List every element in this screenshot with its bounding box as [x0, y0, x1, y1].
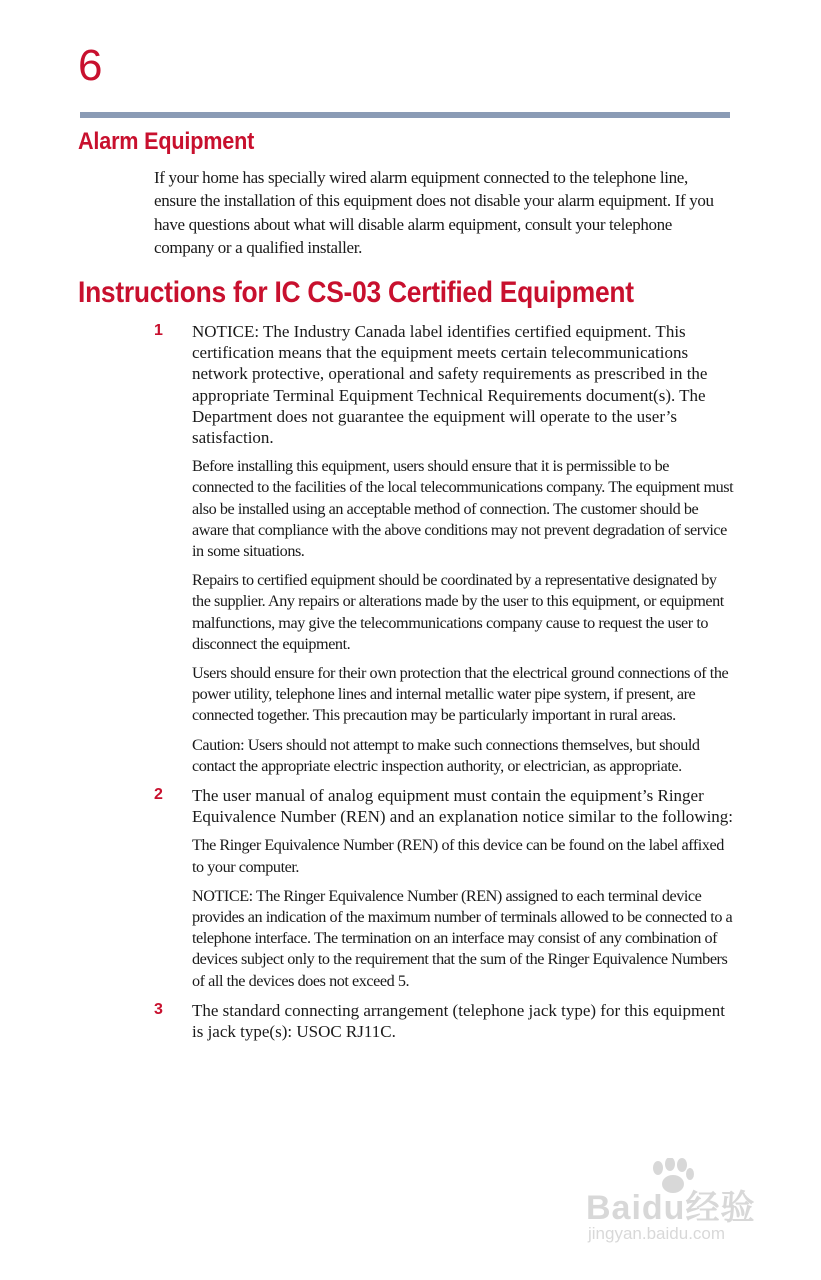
page-number: 6 — [78, 41, 103, 90]
item-lead-text: The standard connecting arrangement (telephone jack type) for this equipment is jack type(s): USOC RJ11C. — [192, 1000, 725, 1042]
instructions-heading: Instructions for IC CS-03 Certified Equipment — [78, 276, 634, 309]
item-paragraph: The Ringer Equivalence Number (REN) of this device can be found on the label affixed to your computer. — [192, 836, 724, 876]
item-paragraph: Repairs to certified equipment should be coordinated by a representative designated by the supplier. Any repairs or alterations made by the user to this equipment, or equipment malfunctions, may give the telecommunications company cause to request the user to disconnect the equipment. — [192, 571, 724, 653]
list-item — [154, 1000, 734, 1042]
baidu-watermark — [586, 1158, 776, 1258]
item-lead-text: The user manual of analog equipment must contain the equipment’s Ringer Equivalence Number (REN) and an explanation notice similar to the following: — [192, 786, 734, 827]
alarm-equipment-heading: Alarm Equipment — [78, 128, 255, 155]
item-paragraph: Caution: Users should not attempt to make such connections themselves, but should contact the appropriate electric inspection authority, or electrician, as appropriate. — [192, 735, 700, 775]
list-item — [154, 321, 734, 777]
item-lead-text: NOTICE: The Industry Canada label identifies certified equipment. This certification means that the equipment meets certain telecommunications network protective, operational and safety requirements as prescribed in the appropriate Terminal Equipment Technical Requirements document(s). The Department does not guarantee the equipment will operate to the user’s satisfaction. — [192, 322, 708, 448]
item-paragraph: Users should ensure for their own protection that the electrical ground connections of the power utility, telephone lines and internal metallic water pipe system, if present, are connected together. This precaution may be particularly important in rural areas. — [192, 664, 729, 725]
list-item — [154, 785, 734, 992]
alarm-equipment-body: If your home has specially wired alarm equipment connected to the telephone line, ensure the installation of this equipment does not disable your alarm equipment. If you have questions about what will disable alarm equipment, consult your telephone company or a qualified installer. — [154, 168, 714, 257]
watermark-site: jingyan.baidu.com — [588, 1224, 726, 1243]
item-number: 2 — [154, 786, 163, 804]
instructions-list — [154, 321, 734, 1050]
item-paragraph: NOTICE: The Ringer Equivalence Number (REN) assigned to each terminal device provides an indication of the maximum number of terminals allowed to be connected to a telephone interface. The termination on an interface may consist of any combination of devices subject only to the requirement that the sum of the Ringer Equivalence Numbers of all the devices does not exceed 5. — [192, 886, 733, 990]
item-paragraph: Before installing this equipment, users should ensure that it is permissible to be connected to the facilities of the local telecommunications company. The equipment must also be installed using an acceptable method of connection. The customer should be aware that compliance with the above conditions may not prevent degradation of service in some situations. — [192, 457, 734, 561]
item-number: 1 — [154, 322, 163, 339]
watermark-brand: Baidu经验 — [586, 1189, 756, 1227]
header-rule — [80, 112, 730, 118]
item-number: 3 — [154, 1000, 163, 1018]
